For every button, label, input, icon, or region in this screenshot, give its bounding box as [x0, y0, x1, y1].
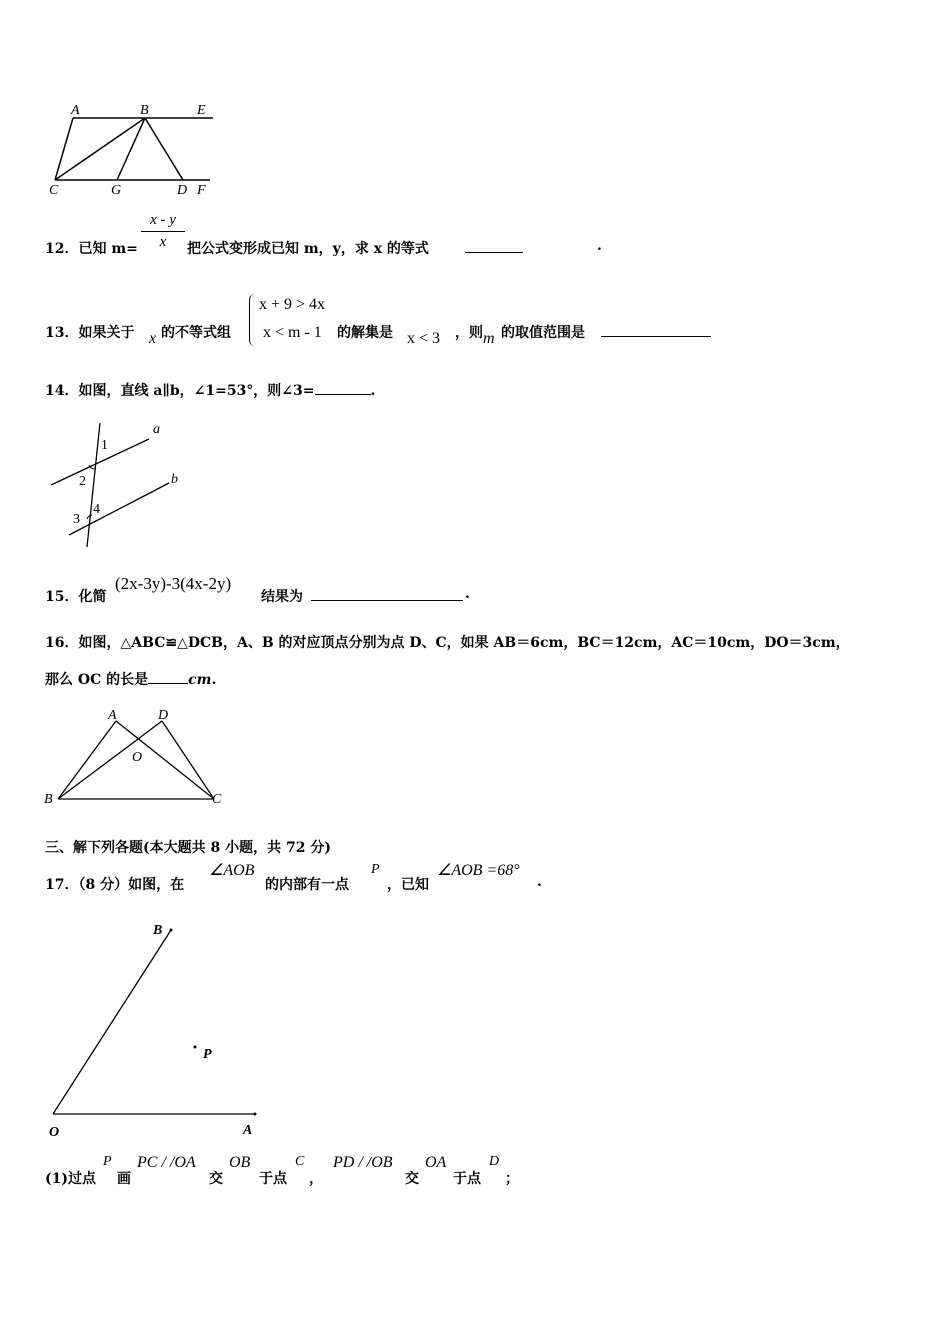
q13-mid2: 的解集是: [337, 325, 393, 341]
label-a: A: [243, 1123, 253, 1138]
q12-prefix: 12．已知 m=: [45, 241, 138, 257]
q17-1-yudian2: 于点: [453, 1171, 481, 1187]
question-17: [45, 858, 645, 894]
q12-frac-den: x: [159, 234, 167, 250]
label-e: E: [197, 103, 206, 118]
segment-dc: [162, 721, 214, 799]
figure-parallelogram: [45, 98, 220, 198]
question-13: [45, 292, 745, 352]
q12-fraction: [141, 212, 185, 251]
q17-point-p: P: [371, 862, 380, 877]
label-d: D: [158, 708, 169, 723]
label-c: C: [49, 183, 59, 198]
label-c: C: [212, 792, 222, 807]
q15-end: .: [465, 586, 470, 602]
q12-frac-num: x - y: [150, 212, 176, 228]
q17-angle-aob: ∠AOB: [209, 862, 255, 879]
q17-1-d: D: [489, 1154, 500, 1169]
q17-end: .: [537, 874, 542, 890]
segment-bd: [145, 118, 183, 180]
point-p-dot: [194, 1046, 197, 1049]
transversal: [87, 423, 100, 547]
q17-1-prefix: (1)过点: [45, 1171, 96, 1187]
question-16-line1: 16．如图，△ABC≌△DCB，A、B 的对应顶点分别为点 D、C，如果 AB＝6cm，BC＝12cm，AC＝10cm，DO＝3cm，: [45, 635, 850, 651]
line-a: [51, 439, 149, 485]
q16-end: .: [211, 672, 217, 688]
q17-1-pd-parallel: PD / /OB: [333, 1154, 393, 1171]
question-17-part1: [45, 1152, 565, 1186]
point-b-dot: [170, 929, 173, 932]
segment-db: [58, 721, 162, 799]
q14-end: .: [370, 383, 376, 399]
q12-end: .: [597, 238, 602, 254]
q13-prefix: 13．如果关于: [45, 325, 135, 341]
label-p: P: [203, 1047, 212, 1062]
q15-text: 结果为: [261, 589, 303, 605]
figure-angle-aob: [45, 918, 275, 1148]
line-b: [69, 483, 169, 535]
q13-var-x: x: [149, 330, 157, 347]
label-o: O: [49, 1125, 60, 1140]
q17-1-p: P: [103, 1154, 112, 1169]
question-14: [45, 380, 375, 400]
label-o: O: [132, 750, 143, 765]
q17-1-jiao: 交: [209, 1171, 223, 1187]
q14-answer-blank: [315, 380, 371, 395]
label-angle-2: 2: [79, 474, 86, 489]
q17-1-comma: ，: [309, 1171, 323, 1187]
label-line-b: b: [171, 472, 178, 487]
figure-parallel-lines: [45, 415, 195, 555]
label-d: D: [177, 183, 188, 198]
q16-unit: cm: [188, 672, 212, 688]
label-line-a: a: [153, 422, 160, 437]
q17-1-c: C: [295, 1154, 305, 1169]
segment-ab: [58, 721, 116, 799]
q15-prefix: 15．化简: [45, 589, 107, 605]
q13-brace: [249, 294, 256, 346]
label-a: A: [108, 708, 117, 723]
figure-congruent-triangles: [42, 705, 242, 810]
q13-system-line2: x < m - 1: [263, 324, 322, 341]
label-angle-1: 1: [101, 438, 108, 453]
segment-ac: [116, 721, 214, 799]
q17-1-oa: OA: [425, 1154, 447, 1171]
q17-1-pc-parallel: PC / /OA: [137, 1154, 196, 1171]
q17-mid: 的内部有一点: [265, 877, 349, 893]
q17-1-draw: 画: [117, 1171, 131, 1187]
label-g: G: [111, 183, 122, 198]
ray-ob: [53, 930, 171, 1114]
q13-var-m: m: [483, 330, 495, 347]
q13-solution: x < 3: [407, 330, 441, 347]
label-a: A: [71, 103, 80, 118]
q16-line2-prefix: 那么 OC 的长是: [45, 672, 149, 688]
section-3-title: 三、解下列各题(本大题共 8 小题，共 72 分): [45, 840, 331, 856]
label-b: B: [140, 103, 149, 118]
label-b: B: [44, 792, 53, 807]
q13-answer-blank: [601, 322, 711, 337]
segment-ac: [55, 118, 73, 180]
q17-1-yudian: 于点: [259, 1171, 287, 1187]
label-angle-4: 4: [93, 502, 100, 517]
q15-expression: (2x-3y)-3(4x-2y): [115, 574, 232, 593]
q17-1-jiao2: 交: [405, 1171, 419, 1187]
q17-1-end: ；: [505, 1171, 519, 1187]
q12-text: 把公式变形成已知 m，y，求 x 的等式: [187, 241, 429, 257]
point-a-dot: [254, 1113, 257, 1116]
question-16-line2: [45, 669, 216, 689]
q13-tail: 的取值范围是: [501, 325, 585, 341]
q17-1-ob: OB: [229, 1154, 251, 1171]
q13-mid3: ，则: [455, 325, 483, 341]
q13-system-line1: x + 9 > 4x: [259, 296, 326, 313]
q17-angle-value: ∠AOB =68°: [437, 862, 520, 879]
label-angle-3: 3: [73, 512, 80, 527]
fraction-bar: [141, 231, 185, 232]
label-f: F: [197, 183, 206, 198]
q17-prefix: 17．（8 分）如图，在: [45, 877, 185, 893]
q16-answer-blank: [148, 669, 188, 684]
q12-answer-blank: [465, 238, 523, 253]
label-b: B: [153, 923, 163, 938]
q15-answer-blank: [311, 586, 463, 601]
q17-mid2: ，已知: [387, 877, 429, 893]
q13-mid: 的不等式组: [161, 325, 231, 341]
q14-text: 14．如图，直线 a∥b，∠1=53°，则∠3=: [45, 383, 315, 399]
